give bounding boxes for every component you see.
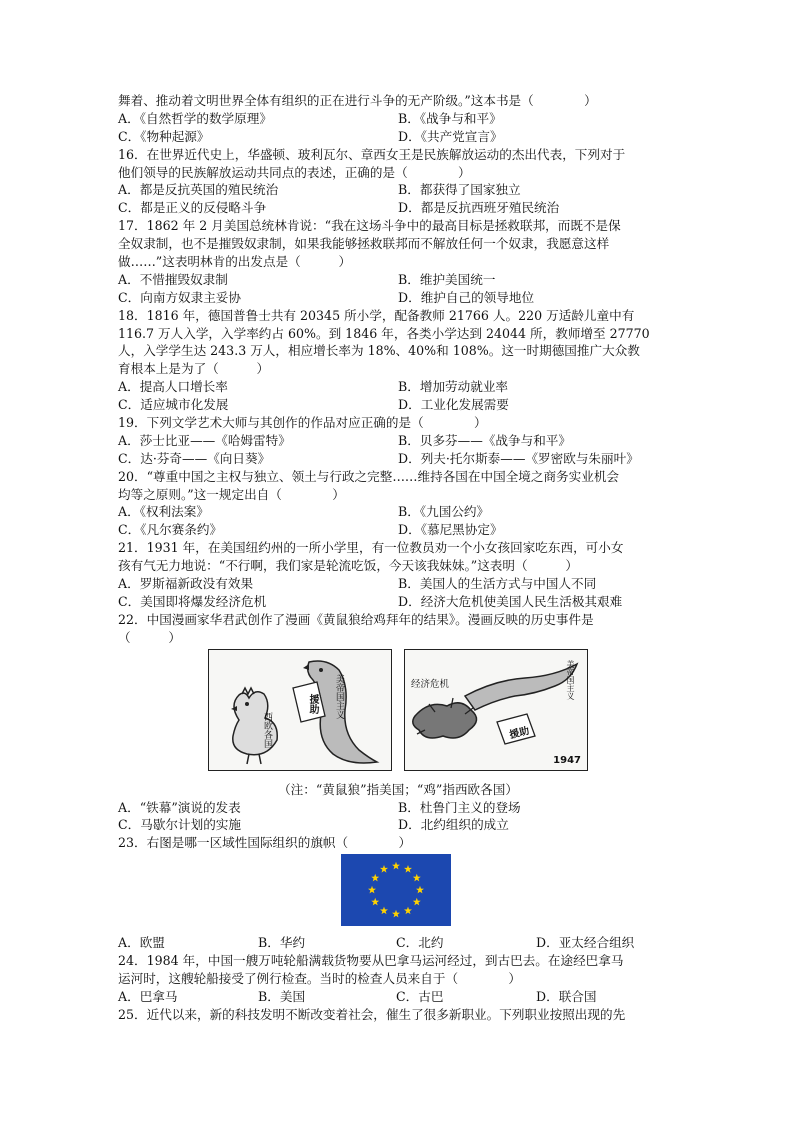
q16-option-d: D．都是反抗西班牙殖民统治	[398, 200, 560, 216]
q16-stem-line1: 16．在世界近代史上，华盛顿、玻利瓦尔、章西女王是民族解放运动的杰出代表，下列对于	[118, 146, 626, 162]
q17-stem-line1: 17．1862 年 2 月美国总统林肯说：“我在这场斗争中的最高目标是拯救联邦，而既不是保	[118, 218, 621, 234]
q23-option-d: D．亚太经合组织	[536, 935, 635, 951]
cartoon-right-year: 1947	[553, 754, 581, 766]
q21-options-row1	[118, 575, 678, 593]
q21-option-b: B．美国人的生活方式与中国人不同	[398, 576, 597, 592]
q20-option-b: B．《九国公约》	[398, 504, 490, 520]
q15-options-row2	[118, 128, 678, 146]
q23-option-c: C．北约	[396, 935, 444, 951]
q21-option-c: C．美国即将爆发经济危机	[118, 593, 267, 609]
q18-stem-line1: 18．1816 年，德国普鲁士共有 20345 所小学，配备教师 21766 人。220 万适龄儿童中有	[118, 307, 635, 323]
q16-option-a: A．都是反抗英国的殖民统治	[118, 182, 279, 198]
q23-flag-area	[118, 854, 678, 930]
q22-option-b: B．杜鲁门主义的登场	[398, 799, 521, 815]
q21-stem-line1: 21．1931 年，在美国纽约州的一所小学里，有一位教员劝一个小女孩回家吃东西，可小女	[118, 540, 624, 556]
star-icon	[413, 874, 421, 882]
q22-cartoon-note: （注：“黄鼠狼”指美国；“鸡”指西欧各国）	[278, 781, 518, 797]
q17-options-row1	[118, 271, 678, 289]
star-icon	[416, 886, 424, 894]
q18-options-row1	[118, 378, 678, 396]
q23-option-a: A．欧盟	[118, 935, 165, 951]
q20-option-d: D．《慕尼黑协定》	[398, 522, 503, 538]
q20-stem-line1: 20．“尊重中国之主权与独立、领土与行政之完整……维持各国在中国全境之商务实业机会	[118, 468, 620, 484]
q25-stem-line1: 25．近代以来，新的科技发明不断改变着社会，催生了很多新职业。下列职业按照出现的先	[118, 1006, 626, 1022]
q15-option-a: A．《自然哲学的数学原理》	[118, 110, 272, 126]
q17-option-d: D．维护自己的领导地位	[398, 289, 535, 305]
q17-option-c: C．向南方奴隶主妥协	[118, 289, 241, 305]
q15-option-c: C．《物种起源》	[118, 128, 210, 144]
q16-option-c: C．都是正义的反侵略斗争	[118, 200, 267, 216]
q20-options-row1	[118, 503, 678, 521]
q18-stem-line3: 人，入学学生达 243.3 万人，相应增长率为 18%、40%和 108%。这一时期德国推广大众教	[118, 343, 640, 359]
q23-stem-line1: 23．右图是哪一区域性国际组织的旗帜（ ）	[118, 835, 412, 851]
q17-option-b: B．维护美国统一	[398, 271, 496, 287]
q17-option-a: A．不惜摧毁奴隶制	[118, 271, 228, 287]
q19-option-c: C．达·芬奇——《向日葵》	[118, 450, 271, 466]
exam-page	[118, 92, 678, 1024]
cartoon-left-weasel-label: 美帝国主义	[334, 673, 344, 719]
q22-option-a: A．“铁幕”演说的发表	[118, 799, 241, 815]
q15-option-b: B．《战争与和平》	[398, 110, 502, 126]
star-icon	[392, 862, 400, 870]
q19-stem-line1: 19．下列文学艺术大师与其创作的作品对应正确的是（ ）	[118, 415, 487, 431]
star-icon	[368, 886, 376, 894]
q24-stem-line1: 24．1984 年，中国一艘万吨轮船满载货物要从巴拿马运河经过，到古巴去。在途经巴拿马	[118, 953, 624, 969]
q17-options-row2	[118, 289, 678, 307]
q22-options-row1	[118, 799, 678, 817]
q20-stem-line2: 均等之原则。”这一规定出自（ ）	[118, 486, 345, 502]
cartoon-right-crisis-label: 经济危机	[411, 678, 450, 690]
star-icon	[371, 898, 379, 906]
q20-options-row2	[118, 521, 678, 539]
q18-option-c: C．适应城市化发展	[118, 397, 229, 413]
q17-stem-line2: 全奴隶制，也不是摧毁奴隶制，如果我能够拯救联邦而不解放任何一个奴隶，我愿意这样	[118, 236, 610, 252]
q22-option-d: D．北约组织的成立	[398, 817, 509, 833]
cartoon-left-drawing	[209, 650, 391, 770]
q24-options-row	[118, 988, 678, 1006]
q15-option-d: D．《共产党宣言》	[398, 128, 503, 144]
q21-options-row2	[118, 593, 678, 611]
cartoon-right-weasel-label: 美帝国主义	[566, 659, 575, 700]
cartoon-left-aid-label: 援助	[307, 693, 318, 714]
q22-options-row2	[118, 816, 678, 834]
star-icon	[380, 865, 388, 873]
q18-option-d: D．工业化发展需要	[398, 397, 509, 413]
q15-options-row1	[118, 110, 678, 128]
q18-options-row2	[118, 396, 678, 414]
eu-flag-image	[341, 854, 451, 926]
q20-option-a: A．《权利法案》	[118, 504, 209, 520]
star-icon	[413, 898, 421, 906]
q22-stem-line1: 22．中国漫画家华君武创作了漫画《黄鼠狼给鸡拜年的结果》。漫画反映的历史事件是	[118, 611, 594, 627]
q18-stem-line2: 116.7 万人入学，入学率约占 60%。到 1846 年，各类小学达到 24044 所，教师增至 27770	[118, 325, 650, 341]
star-icon	[404, 907, 412, 915]
q15-stem-line1: 舞着、推动着文明世界全体有组织的正在进行斗争的无产阶级。”这本书是（ ）	[118, 93, 597, 108]
q18-stem-line4: 育根本上是为了（ ）	[118, 361, 270, 377]
q18-option-b: B．增加劳动就业率	[398, 379, 509, 395]
eu-flag-stars	[341, 854, 451, 926]
q21-option-d: D．经济大危机使美国人民生活极其艰难	[398, 593, 623, 609]
q16-option-b: B．都获得了国家独立	[398, 182, 521, 198]
q22-option-c: C．马歇尔计划的实施	[118, 817, 241, 833]
q16-options-row2	[118, 199, 678, 217]
q24-option-d: D．联合国	[536, 988, 597, 1004]
q16-stem-line2: 他们领导的民族解放运动共同点的表述，正确的是（ ）	[118, 164, 471, 180]
star-icon	[380, 907, 388, 915]
q24-option-c: C．古巴	[396, 988, 444, 1004]
q22-stem-line2: （ ）	[118, 629, 181, 645]
q21-stem-line2: 孩有气无力地说：“不行啊，我们家是轮流吃饭，今天该我妹妹。”这表明（ ）	[118, 558, 578, 574]
q19-option-b: B．贝多芬——《战争与和平》	[398, 432, 571, 448]
star-icon	[404, 865, 412, 873]
cartoon-right-drawing	[405, 650, 587, 770]
q16-options-row1	[118, 181, 678, 199]
q24-stem-line2: 运河时，这艘轮船接受了例行检查。当时的检查人员来自于（ ）	[118, 970, 521, 986]
cartoon-weasel-greeting-hen	[208, 649, 392, 771]
star-icon	[392, 910, 400, 918]
q20-option-c: C．《凡尔赛条约》	[118, 522, 223, 538]
q18-option-a: A．提高人口增长率	[118, 379, 228, 395]
q23-option-b: B．华约	[258, 935, 306, 951]
q19-option-d: D．列夫·托尔斯泰——《罗密欧与朱丽叶》	[398, 450, 639, 466]
q19-options-row2	[118, 450, 678, 468]
q24-option-b: B．美国	[258, 988, 306, 1004]
q22-cartoons	[118, 649, 678, 781]
q17-stem-line3: 做……”这表明林肯的出发点是（ ）	[118, 254, 352, 270]
star-icon	[371, 874, 379, 882]
q24-option-a: A．巴拿马	[118, 988, 178, 1004]
cartoon-left-hen-label: 西欧各国	[262, 711, 272, 748]
cartoon-right-aid-label: 援助	[508, 725, 531, 741]
q23-options-row	[118, 934, 678, 952]
cartoon-crisis-weasel	[404, 649, 588, 771]
q19-options-row1	[118, 432, 678, 450]
q19-option-a: A．莎士比亚——《哈姆雷特》	[118, 432, 291, 448]
q21-option-a: A．罗斯福新政没有效果	[118, 576, 254, 592]
